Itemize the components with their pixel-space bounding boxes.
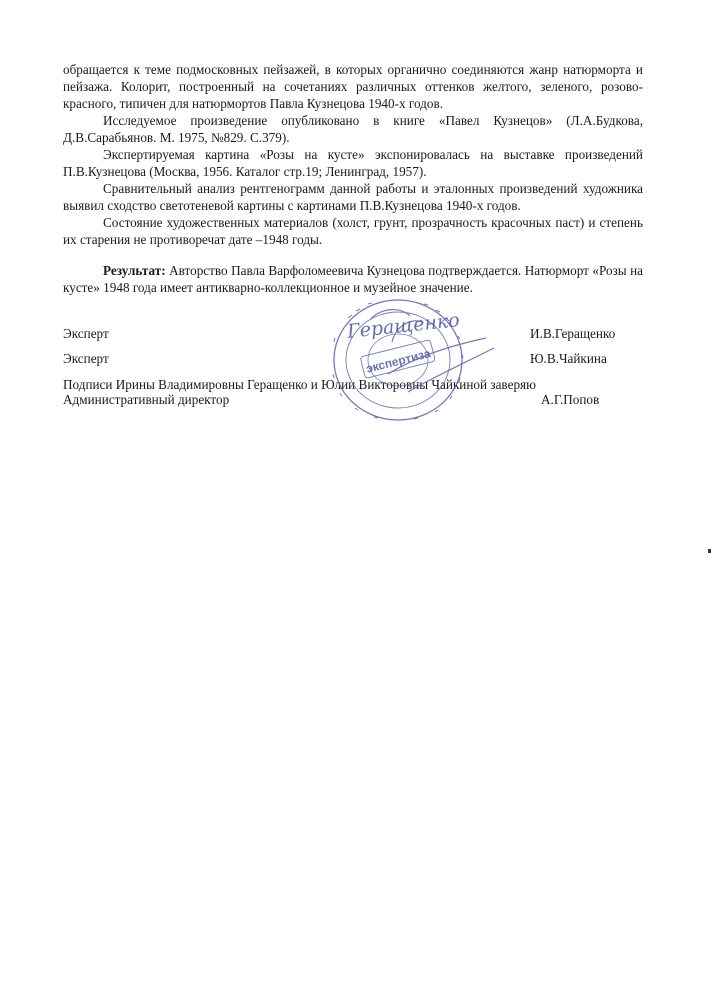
paragraph-4: Сравнительный анализ рентгенограмм данной работы и эталонных произведений художника выявил сходство светотеневой картины с картинами П.В.Кузнецова 1940-х годов. [63, 181, 643, 213]
result-text: Авторство Павла Варфоломеевича Кузнецова подтверждается. Натюрморт «Розы на кусте» 1948 года имеет антикварно-коллекционное и музейное значение. [63, 263, 643, 295]
certify-text: Подписи Ирины Владимировны Геращенко и Юлии Викторовны Чайкиной заверяю [63, 377, 536, 392]
director-label: Административный директор [63, 392, 230, 407]
signature-handwriting: Геращенко [346, 309, 461, 343]
expert2-name: Ю.В.Чайкина [530, 351, 607, 366]
director-name: А.Г.Попов [541, 392, 600, 407]
paragraph-2: Исследуемое произведение опубликовано в книге «Павел Кузнецов» (Л.А.Будкова, Д.В.Сарабьянов. М. 1975, №829. С.379). [63, 113, 643, 145]
result-label: Результат: [103, 263, 166, 278]
expert1-label: Эксперт [63, 326, 109, 341]
stamp-center-text: экспертиза [364, 346, 432, 376]
paragraph-3: Экспертируемая картина «Розы на кусте» экспонировалась на выставке произведений П.В.Кузнецова (Москва, 1956. Каталог стр.19; Ленинград, 1957). [63, 147, 643, 179]
paragraph-1: обращается к теме подмосковных пейзажей, в которых органично соединяются жанр натюрморта и пейзажа. Колорит, построенный на сочетаниях различных оттенков желтого, зеленого, розово-красного, типичен для натюрмортов Павла Кузнецова 1940-х годов. [63, 62, 643, 111]
result-paragraph [63, 262, 643, 296]
expert2-label: Эксперт [63, 351, 109, 366]
ink-mark [708, 549, 711, 553]
round-stamp [318, 296, 498, 426]
expert1-name: И.В.Геращенко [530, 326, 616, 341]
paragraph-5: Состояние художественных материалов (холст, грунт, прозрачность красочных паст) и степень их старения не противоречат дате –1948 годы. [63, 215, 643, 247]
